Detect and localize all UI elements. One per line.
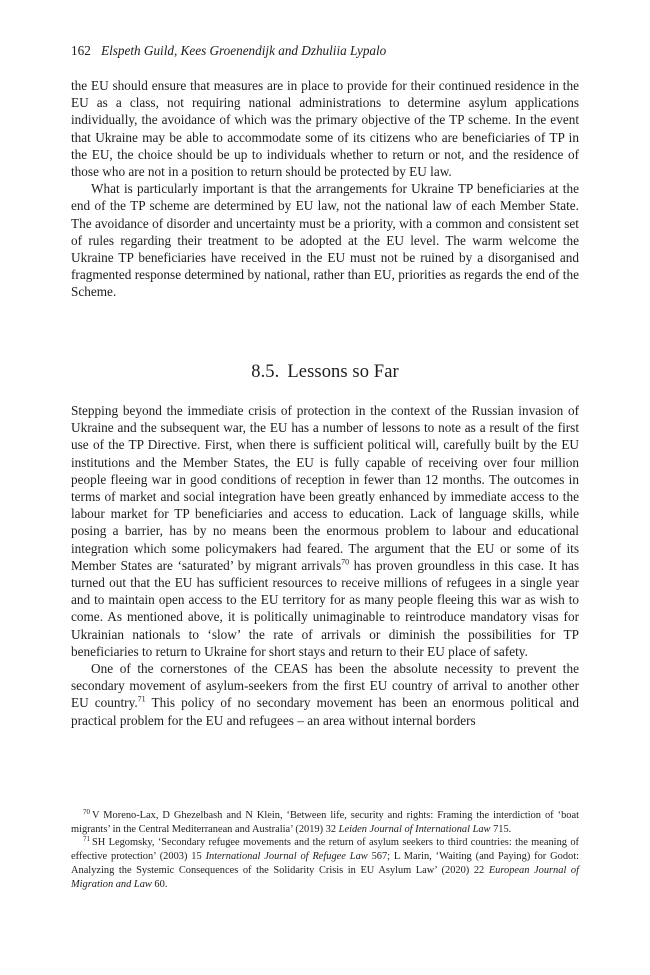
body-text-continued [71, 77, 579, 301]
journal-title: European Journal of Migration and Law [71, 864, 579, 890]
footnote-text: 715. [490, 823, 512, 835]
footnote-ref: 70 [341, 557, 350, 567]
page-number: 162 [71, 43, 91, 58]
paragraph [71, 660, 579, 729]
running-head [71, 43, 386, 59]
section-title: Lessons so Far [287, 362, 399, 382]
footnote-ref: 71 [137, 695, 146, 705]
running-head-authors: Elspeth Guild, Kees Groenendijk and Dzhuliia Lypalo [101, 43, 387, 58]
footnote-text: 60. [151, 878, 168, 890]
section-body [71, 402, 579, 729]
journal-title: Leiden Journal of International Law [338, 823, 491, 835]
section-heading [71, 362, 579, 383]
footnote-71 [71, 836, 579, 891]
footnote-text: 567; L Marin, ‘Waiting (and Paying) for Godot: Analyzing the Systemic Consequences of the Solidarity Crisis in EU Asylum Law’ (2020) 22 [71, 851, 580, 876]
journal-title: International Journal of Refugee Law [205, 851, 368, 863]
paragraph-text: One of the cornerstones of the CEAS has been the absolute necessity to prevent the secondary movement of asylum-seekers from the first EU country of arrival to another other EU country. [71, 661, 579, 711]
paragraph-text: This policy of no secondary movement has been an enormous political and practical problem for the EU and refugees – an area without internal borders [71, 695, 579, 728]
paragraph: the EU should ensure that measures are in place to provide for their continued residence in the EU as a class, not requiring national administrations to determine asylum applications individually, the avoidance of which was the primary objective of the TP scheme. In the event that Ukraine may be able to accommodate some of its citizens who are beneficiaries of TP in the EU, the choice should be up to individuals whether to return or not, and the residence of those who are not in a position to return should be protected by EU law. [71, 78, 579, 180]
section-number: 8.5. [251, 362, 280, 382]
paragraph: What is particularly important is that the arrangements for Ukraine TP beneficiaries at the end of the TP scheme are determined by EU law, not the national law of each Member State. The avoidance of disorder and uncertainty must be a priority, with a common and consistent set of rules regarding their treatment to be adopted at the EU level. The warm welcome the Ukraine TP beneficiaries have received in the EU must not be ruined by a disorganised and fragmented response determined by national, rather than EU, priorities as regards the end of the Scheme. [71, 181, 579, 300]
footnote-text: SH Legomsky, ‘Secondary refugee movements and the return of asylum seekers to third countries: the meaning of effective protection’ (2003) 15 [71, 837, 579, 863]
paragraph-text: Stepping beyond the immediate crisis of protection in the context of the Russian invasion of Ukraine and the subsequent war, the EU has a number of lessons to note as a result of the first use of the TP Directive. First, when there is sufficient political will, carefully built by the EU institutions and the Member States, the EU is fully capable of receiving over four million people fleeing war in good conditions of reception in fewer than 12 months. The outcomes in terms of market and social integration have been greatly enhanced by immediate access to the labour market for TP beneficiaries and access to education. Lack of language skills, while posing a barrier, has by no means been the enormous problem to labour and educational integration which some policymakers had feared. The argument that the EU or some of its Member States are ‘saturated’ by migrant arrivals [71, 403, 579, 573]
footnote-text: V Moreno-Lax, D Ghezelbash and N Klein, ‘Between life, security and rights: Framing the interdiction of ‘boat migrants’ in the Central Mediterranean and Australia’ (2019) 32 [71, 810, 579, 835]
footnote-number: 70 [83, 807, 90, 816]
footnote-70 [71, 809, 579, 836]
paragraph [71, 402, 579, 660]
footnote-number: 71 [83, 834, 90, 843]
paragraph-text: has proven groundless in this case. It has turned out that the EU has sufficient resources to receive millions of refugees in a single year and to maintain open access to the EU territory for as many people fleeing this war as wish to come. As mentioned above, it is politically unimaginable to reintroduce mandatory visas for Ukrainian nationals to ‘slow’ the rate of arrivals or diminish the possibilities for TP beneficiaries to return to Ukraine for short stays and return to their EU place of safety. [71, 557, 580, 659]
footnotes [71, 809, 579, 891]
